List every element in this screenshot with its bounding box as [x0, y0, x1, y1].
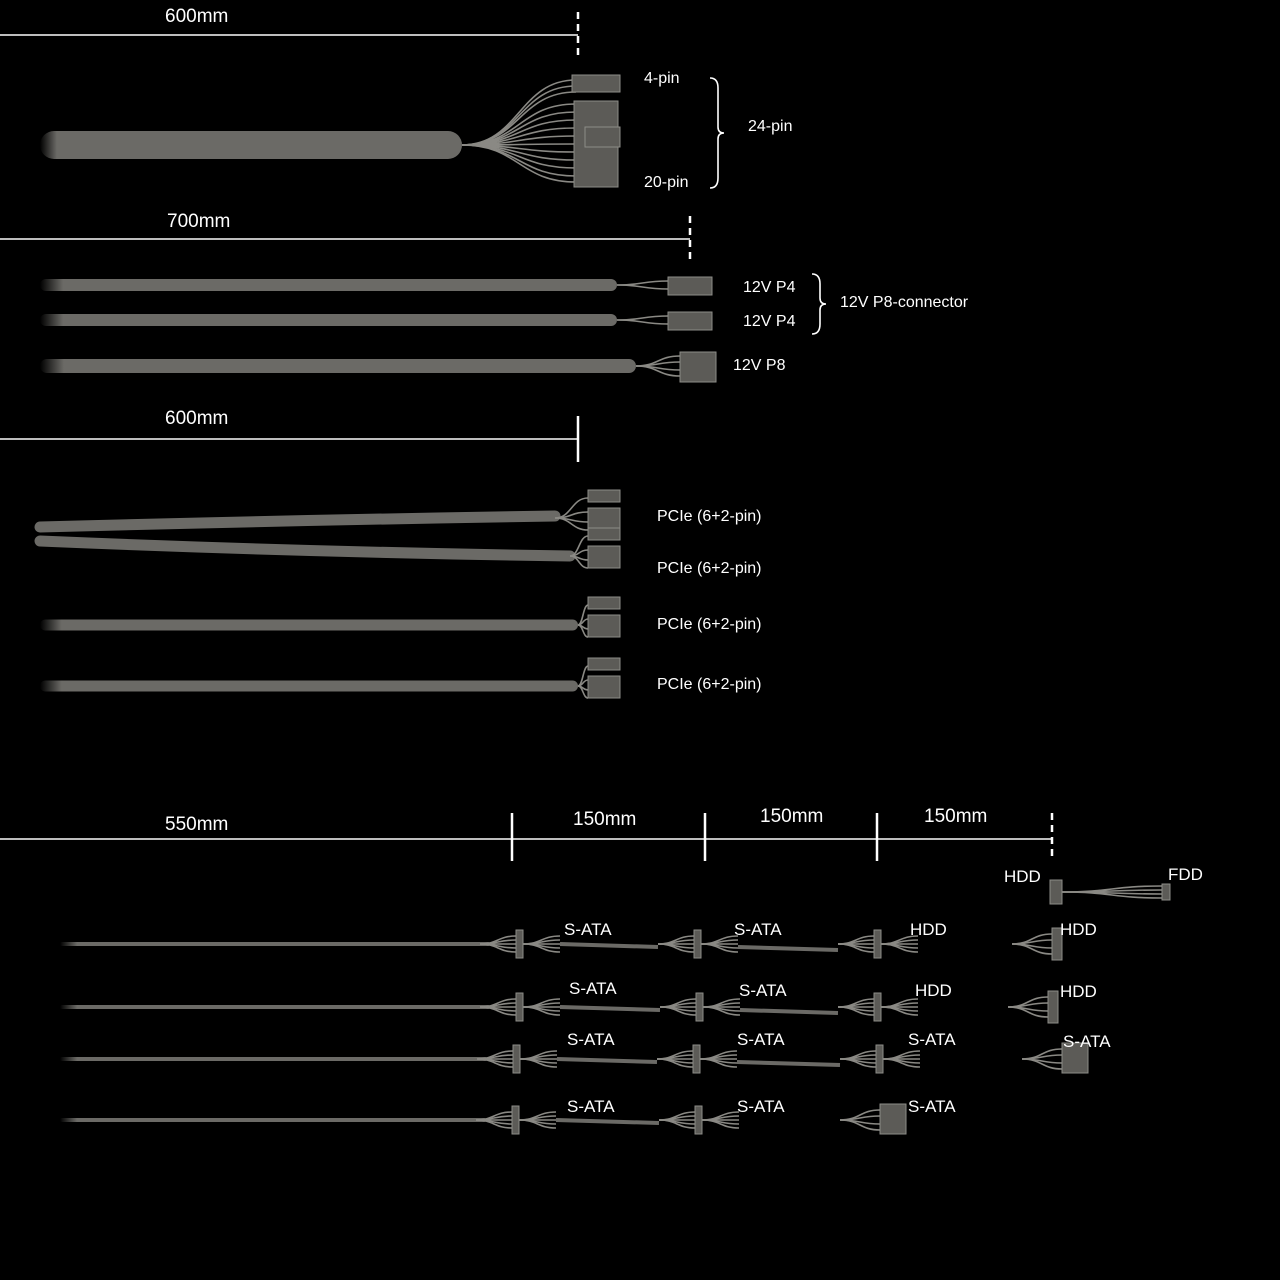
cpu-p4-label-a: 12V P4 [743, 279, 796, 296]
pcie-2pin-connector [588, 658, 620, 670]
cpu-wire [617, 285, 668, 289]
pcie-cable [40, 516, 555, 527]
peripheral-cable [738, 947, 838, 950]
connector-label: HDD [915, 981, 952, 1000]
pcie-wire [578, 619, 588, 625]
connector-label: S-ATA [737, 1030, 785, 1049]
atx-24pin-brace [710, 78, 724, 188]
fdd-label: FDD [1168, 865, 1203, 884]
connector-label: HDD [1060, 920, 1097, 939]
pcie-cable [40, 541, 570, 556]
connector-label: S-ATA [734, 920, 782, 939]
pcie-cable [40, 681, 578, 692]
sata-connector [874, 993, 881, 1021]
connector-label: S-ATA [908, 1097, 956, 1116]
cpu-p4-connector [668, 277, 712, 295]
atx-20pin-label: 20-pin [644, 174, 689, 191]
cpu-p8-connector [680, 352, 716, 382]
connector-label: HDD [1060, 982, 1097, 1001]
atx-wire [462, 145, 576, 176]
cpu-p4-label-b: 12V P4 [743, 313, 796, 330]
cpu-p8-group-label: 12V P8-connector [840, 294, 969, 311]
cpu-cable [40, 359, 636, 373]
sata-connector [876, 1045, 883, 1073]
peripheral-cable [560, 1007, 660, 1010]
cpu-wire [617, 320, 668, 324]
pcie-6pin-connector [588, 546, 620, 568]
peripheral-cable [60, 1005, 490, 1009]
pcie-2pin-connector [588, 490, 620, 502]
pcie-cable [40, 620, 578, 631]
sata-connector [874, 930, 881, 958]
sata-connector [695, 1106, 702, 1134]
atx-connector-latch [585, 127, 620, 147]
cpu-p8-label: 12V P8 [733, 357, 786, 374]
atx-24pin-label: 24-pin [748, 118, 793, 135]
peripheral-cable [556, 1120, 659, 1123]
sata-connector [696, 993, 703, 1021]
atx-wire [462, 104, 576, 145]
peripheral-length-label: 550mm [165, 814, 229, 835]
atx-4pin-label: 4-pin [644, 70, 680, 87]
connector-label: S-ATA [564, 920, 612, 939]
sata-connector [513, 1045, 520, 1073]
pcie-wire [578, 680, 588, 686]
pcie-label: PCIe (6+2-pin) [657, 508, 762, 525]
cpu-cable [40, 279, 617, 291]
peripheral-cable [557, 1059, 657, 1062]
pcie-2pin-connector [588, 597, 620, 609]
connector-label: S-ATA [1063, 1032, 1111, 1051]
cpu-length-label: 700mm [167, 211, 231, 232]
atx-wire [462, 145, 576, 182]
pcie-label: PCIe (6+2-pin) [657, 616, 762, 633]
peripheral-cable [740, 1010, 838, 1013]
hdd-molex-connector [1048, 991, 1058, 1023]
peripheral-cable [60, 942, 490, 946]
sata-connector [516, 930, 523, 958]
peripheral-cable [560, 944, 658, 947]
connector-label: S-ATA [569, 979, 617, 998]
cpu-p8-brace [812, 274, 826, 334]
pcie-6pin-connector [588, 508, 620, 530]
pcie-6pin-connector [588, 676, 620, 698]
fdd-connector [1162, 884, 1170, 900]
peripheral-cable [60, 1118, 486, 1122]
connector-label: S-ATA [567, 1030, 615, 1049]
connector-label: S-ATA [567, 1097, 615, 1116]
atx-cable [40, 131, 462, 159]
peripheral-cable [60, 1057, 487, 1061]
connector-label: S-ATA [737, 1097, 785, 1116]
fdd-hdd-connector [1050, 880, 1062, 904]
peripheral-cable [737, 1062, 840, 1065]
atx-length-label: 600mm [165, 6, 229, 27]
pcie-label: PCIe (6+2-pin) [657, 676, 762, 693]
fdd-hdd-label: HDD [1004, 867, 1041, 886]
connector-label: S-ATA [908, 1030, 956, 1049]
sata-connector [693, 1045, 700, 1073]
peripheral-length-label: 150mm [924, 806, 988, 827]
cpu-p4-connector [668, 312, 712, 330]
pcie-length-label: 600mm [165, 408, 229, 429]
peripheral-length-label: 150mm [573, 809, 637, 830]
sata-connector [516, 993, 523, 1021]
pcie-2pin-connector [588, 528, 620, 540]
connector-label: HDD [910, 920, 947, 939]
atx-4pin-connector [572, 75, 620, 92]
sata-connector [512, 1106, 519, 1134]
pcie-6pin-connector [588, 615, 620, 637]
pcie-label: PCIe (6+2-pin) [657, 560, 762, 577]
atx-wire [462, 145, 576, 160]
peripheral-length-label: 150mm [760, 806, 824, 827]
sata-connector [694, 930, 701, 958]
connector-label: S-ATA [739, 981, 787, 1000]
sata-end-connector [880, 1104, 906, 1134]
cpu-cable [40, 314, 617, 326]
